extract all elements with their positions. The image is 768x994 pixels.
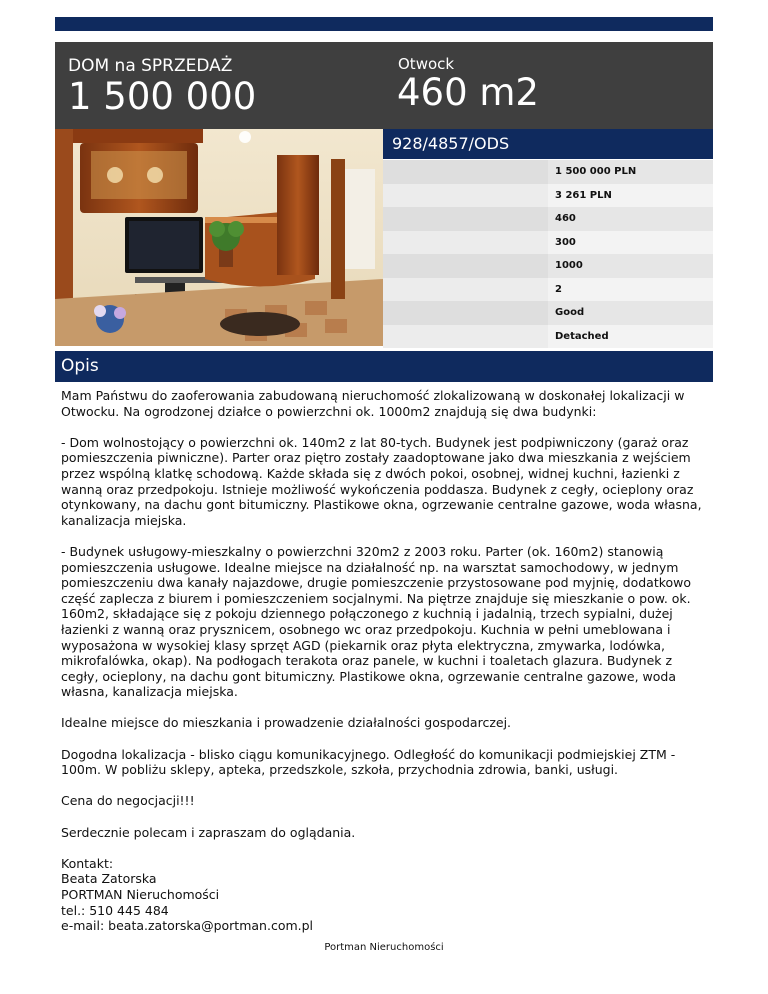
- property-label-cell: [383, 325, 548, 349]
- page-footer: Portman Nieruchomości: [324, 942, 444, 953]
- description-paragraph: Mam Państwu do zaoferowania zabudowaną nieruchomość zlokalizowaną w doskonałej lokalizacji w Otwocku. Na ogrodzonej działce o powierzchni ok. 1000m2 znajdują się dwa budynki:: [61, 388, 685, 419]
- property-row: [383, 325, 713, 349]
- listing-city: Otwock: [398, 55, 455, 73]
- property-label-cell: [383, 254, 548, 278]
- property-row: [383, 301, 713, 325]
- description-paragraph: Dogodna lokalizacja - blisko ciągu komunikacyjnego. Odległość do komunikacji podmiejskiej ZTM - 100m. W pobliżu sklepy, apteka, przedszkole, szkoła, przychodnia zdrowia, banki, usługi.: [61, 746, 676, 778]
- description-body: [61, 388, 709, 934]
- description-section-bar: [55, 351, 713, 382]
- property-label-cell: [383, 160, 548, 184]
- property-photo: [55, 129, 383, 346]
- property-row: [383, 254, 713, 278]
- property-row: [383, 231, 713, 255]
- contact-phone: tel.: 510 445 484: [61, 902, 169, 918]
- contact-block: [61, 856, 709, 934]
- offer-id: 928/4857/ODS: [392, 134, 510, 153]
- property-row: [383, 207, 713, 231]
- property-label-cell: [383, 278, 548, 302]
- description-paragraph: Serdecznie polecam i zapraszam do oglądania.: [61, 824, 356, 840]
- property-row: [383, 160, 713, 184]
- contact-name: Beata Zatorska: [61, 871, 157, 887]
- property-label-cell: [383, 184, 548, 208]
- property-value: 1000: [555, 260, 583, 271]
- property-value: Detached: [555, 330, 609, 342]
- listing-type: DOM na SPRZEDAŻ: [68, 56, 233, 76]
- property-value: 3 261 PLN: [555, 189, 612, 201]
- section-title: Opis: [61, 356, 99, 376]
- contact-company: PORTMAN Nieruchomości: [61, 887, 220, 902]
- description-paragraph: - Budynek usługowy-mieszkalny o powierzchni 320m2 z 2003 roku. Parter (ok. 160m2) stanowią pomieszczenia usługowe. Idealne miejsce na działalność np. na warsztat samochodowy, w jednym pomieszczeniu dwa kanały najazdowe, drugie pomieszczenie przystosowane pod myjnię, dodatkowo część zaplecza z biurem i pomieszczeniem socjalnymi. Na piętrze znajduje się mieszkanie o pow. ok. 160m2, składające się z pokoju dziennego połączonego z kuchnią i jadalnią, trzech sypialni, dużej łazienki z wanną oraz prysznicem, osobnego wc oraz przedpokoju. Kuchnia w pełni umeblowana i wyposażona w wysokiej klasy sprzęt AGD (piekarnik oraz płyta elektryczna, zmywarka, lodówka, mikrofalówka, okap). Na podłogach terakota oraz panele, w kuchni i toaletach glazura. Budynek z cegły, ocieplony, na dachu gont bitumiczny. Plastikowe okna, ogrzewanie centralne gazowe, woda własna, kanalizacja miejska.: [61, 543, 692, 700]
- property-value: Good: [555, 307, 585, 318]
- offer-id-bar: [383, 129, 713, 159]
- listing-header: [55, 42, 713, 129]
- property-value: 2: [555, 283, 562, 295]
- property-row: [383, 184, 713, 208]
- property-label-cell: [383, 301, 548, 325]
- property-value: 1 500 000 PLN: [555, 166, 637, 177]
- property-details-table: [383, 160, 713, 348]
- property-label-cell: [383, 207, 548, 231]
- property-value: 460: [555, 213, 576, 224]
- description-paragraph: - Dom wolnostojący o powierzchni ok. 140m2 z lat 80-tych. Budynek jest podpiwniczony (garaż oraz pomieszczenia piwniczne). Parter oraz piętro zostały zaadoptowane jako dwa mieszkania z wejściem przez wspólną klatkę schodową. Każde składa się z dwóch pokoi, osobnej, widnej kuchni, łazienki z wanną oraz przedpokoju. Istnieje możliwość wykończenia poddasza. Budynek z cegły, ocieplony oraz otynkowany, na dachu gont bitumiczny. Plastikowe okna, ogrzewanie centralne gazowe, woda własna, kanalizacja miejska.: [61, 434, 702, 528]
- property-row: [383, 278, 713, 302]
- top-brand-bar: [55, 17, 713, 31]
- description-paragraph: Idealne miejsce do mieszkania i prowadzenie działalności gospodarczej.: [61, 715, 512, 731]
- listing-price: 1 500 000: [68, 75, 257, 118]
- contact-heading: Kontakt:: [61, 855, 114, 871]
- contact-email: e-mail: beata.zatorska@portman.com.pl: [61, 918, 314, 934]
- description-paragraph: Cena do negocjacji!!!: [61, 793, 195, 809]
- property-value: 300: [555, 236, 576, 248]
- property-label-cell: [383, 231, 548, 255]
- listing-area: 460 m2: [397, 71, 539, 114]
